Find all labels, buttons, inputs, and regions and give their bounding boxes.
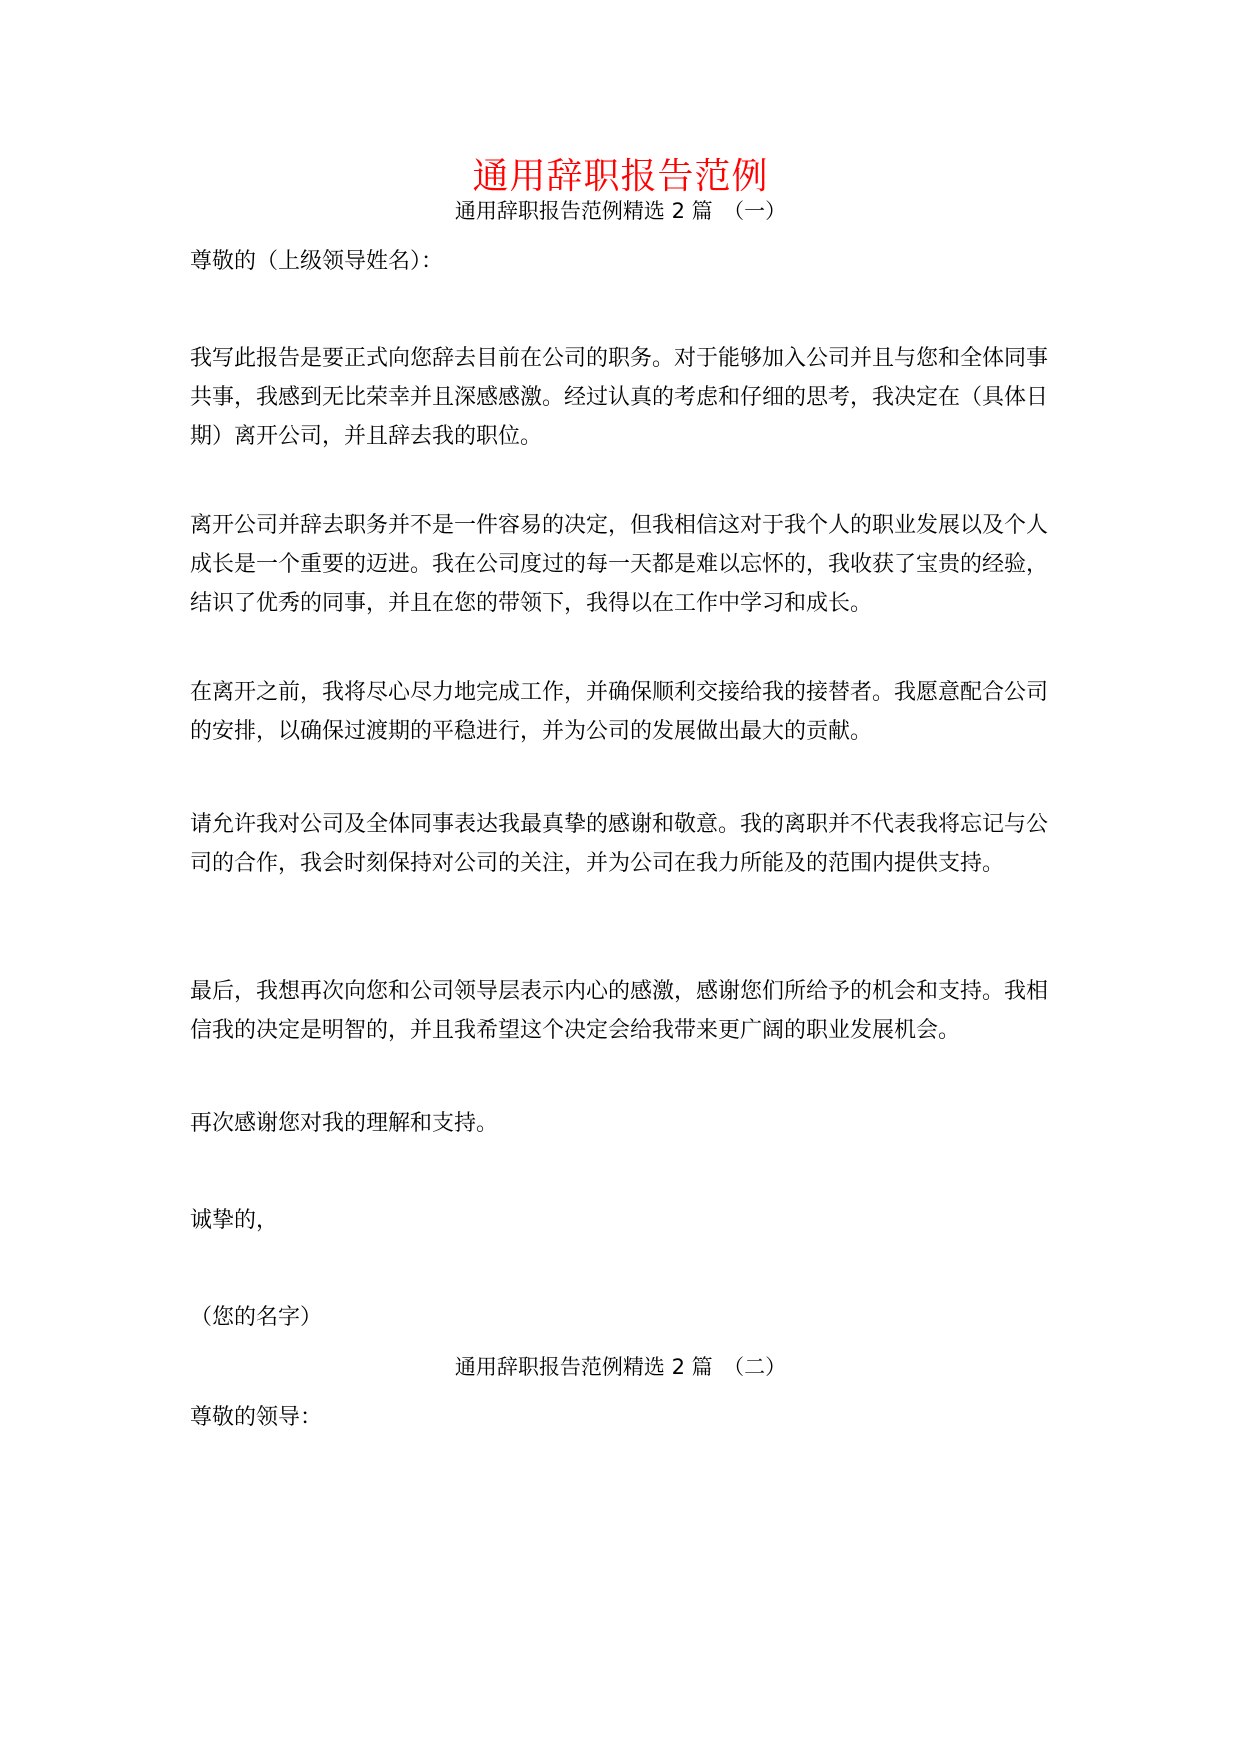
document-title: 通用辞职报告范例 — [472, 156, 769, 197]
section1-paragraph-2: 离开公司并辞去职务并不是一件容易的决定，但我相信这对于我个人的职业发展以及个人成长是一个重要的迈进。我在公司度过的每一天都是难以忘怀的，我收获了宝贵的经验，结识了优秀的同事，并且在您的带领下，我得以在工作中学习和成长。 — [190, 513, 1049, 616]
section1-closing: 诚挚的， — [190, 1208, 279, 1233]
section2-salutation: 尊敬的领导： — [190, 1405, 323, 1430]
section2-heading: 通用辞职报告范例精选 2 篇 （二） — [454, 1355, 787, 1379]
section1-paragraph-5: 最后，我想再次向您和公司领导层表示内心的感激，感谢您们所给予的机会和支持。我相信我的决定是明智的，并且我希望这个决定会给我带来更广阔的职业发展机会。 — [190, 979, 1049, 1043]
section1-salutation: 尊敬的（上级领导姓名）： — [190, 249, 444, 274]
section1-paragraph-4: 请允许我对公司及全体同事表达我最真挚的感谢和敬意。我的离职并不代表我将忘记与公司的合作，我会时刻保持对公司的关注，并为公司在我力所能及的范围内提供支持。 — [190, 812, 1049, 876]
section1-heading: 通用辞职报告范例精选 2 篇 （一） — [454, 199, 787, 223]
section1-paragraph-1: 我写此报告是要正式向您辞去目前在公司的职务。对于能够加入公司并且与您和全体同事共事，我感到无比荣幸并且深感感激。经过认真的考虑和仔细的思考，我决定在（具体日期）离开公司，并且辞去我的职位。 — [190, 346, 1049, 449]
section1-signature: （您的名字） — [190, 1305, 323, 1330]
section1-paragraph-6: 再次感谢您对我的理解和支持。 — [190, 1111, 499, 1136]
section1-paragraph-3: 在离开之前，我将尽心尽力地完成工作，并确保顺利交接给我的接替者。我愿意配合公司的安排，以确保过渡期的平稳进行，并为公司的发展做出最大的贡献。 — [190, 680, 1049, 744]
